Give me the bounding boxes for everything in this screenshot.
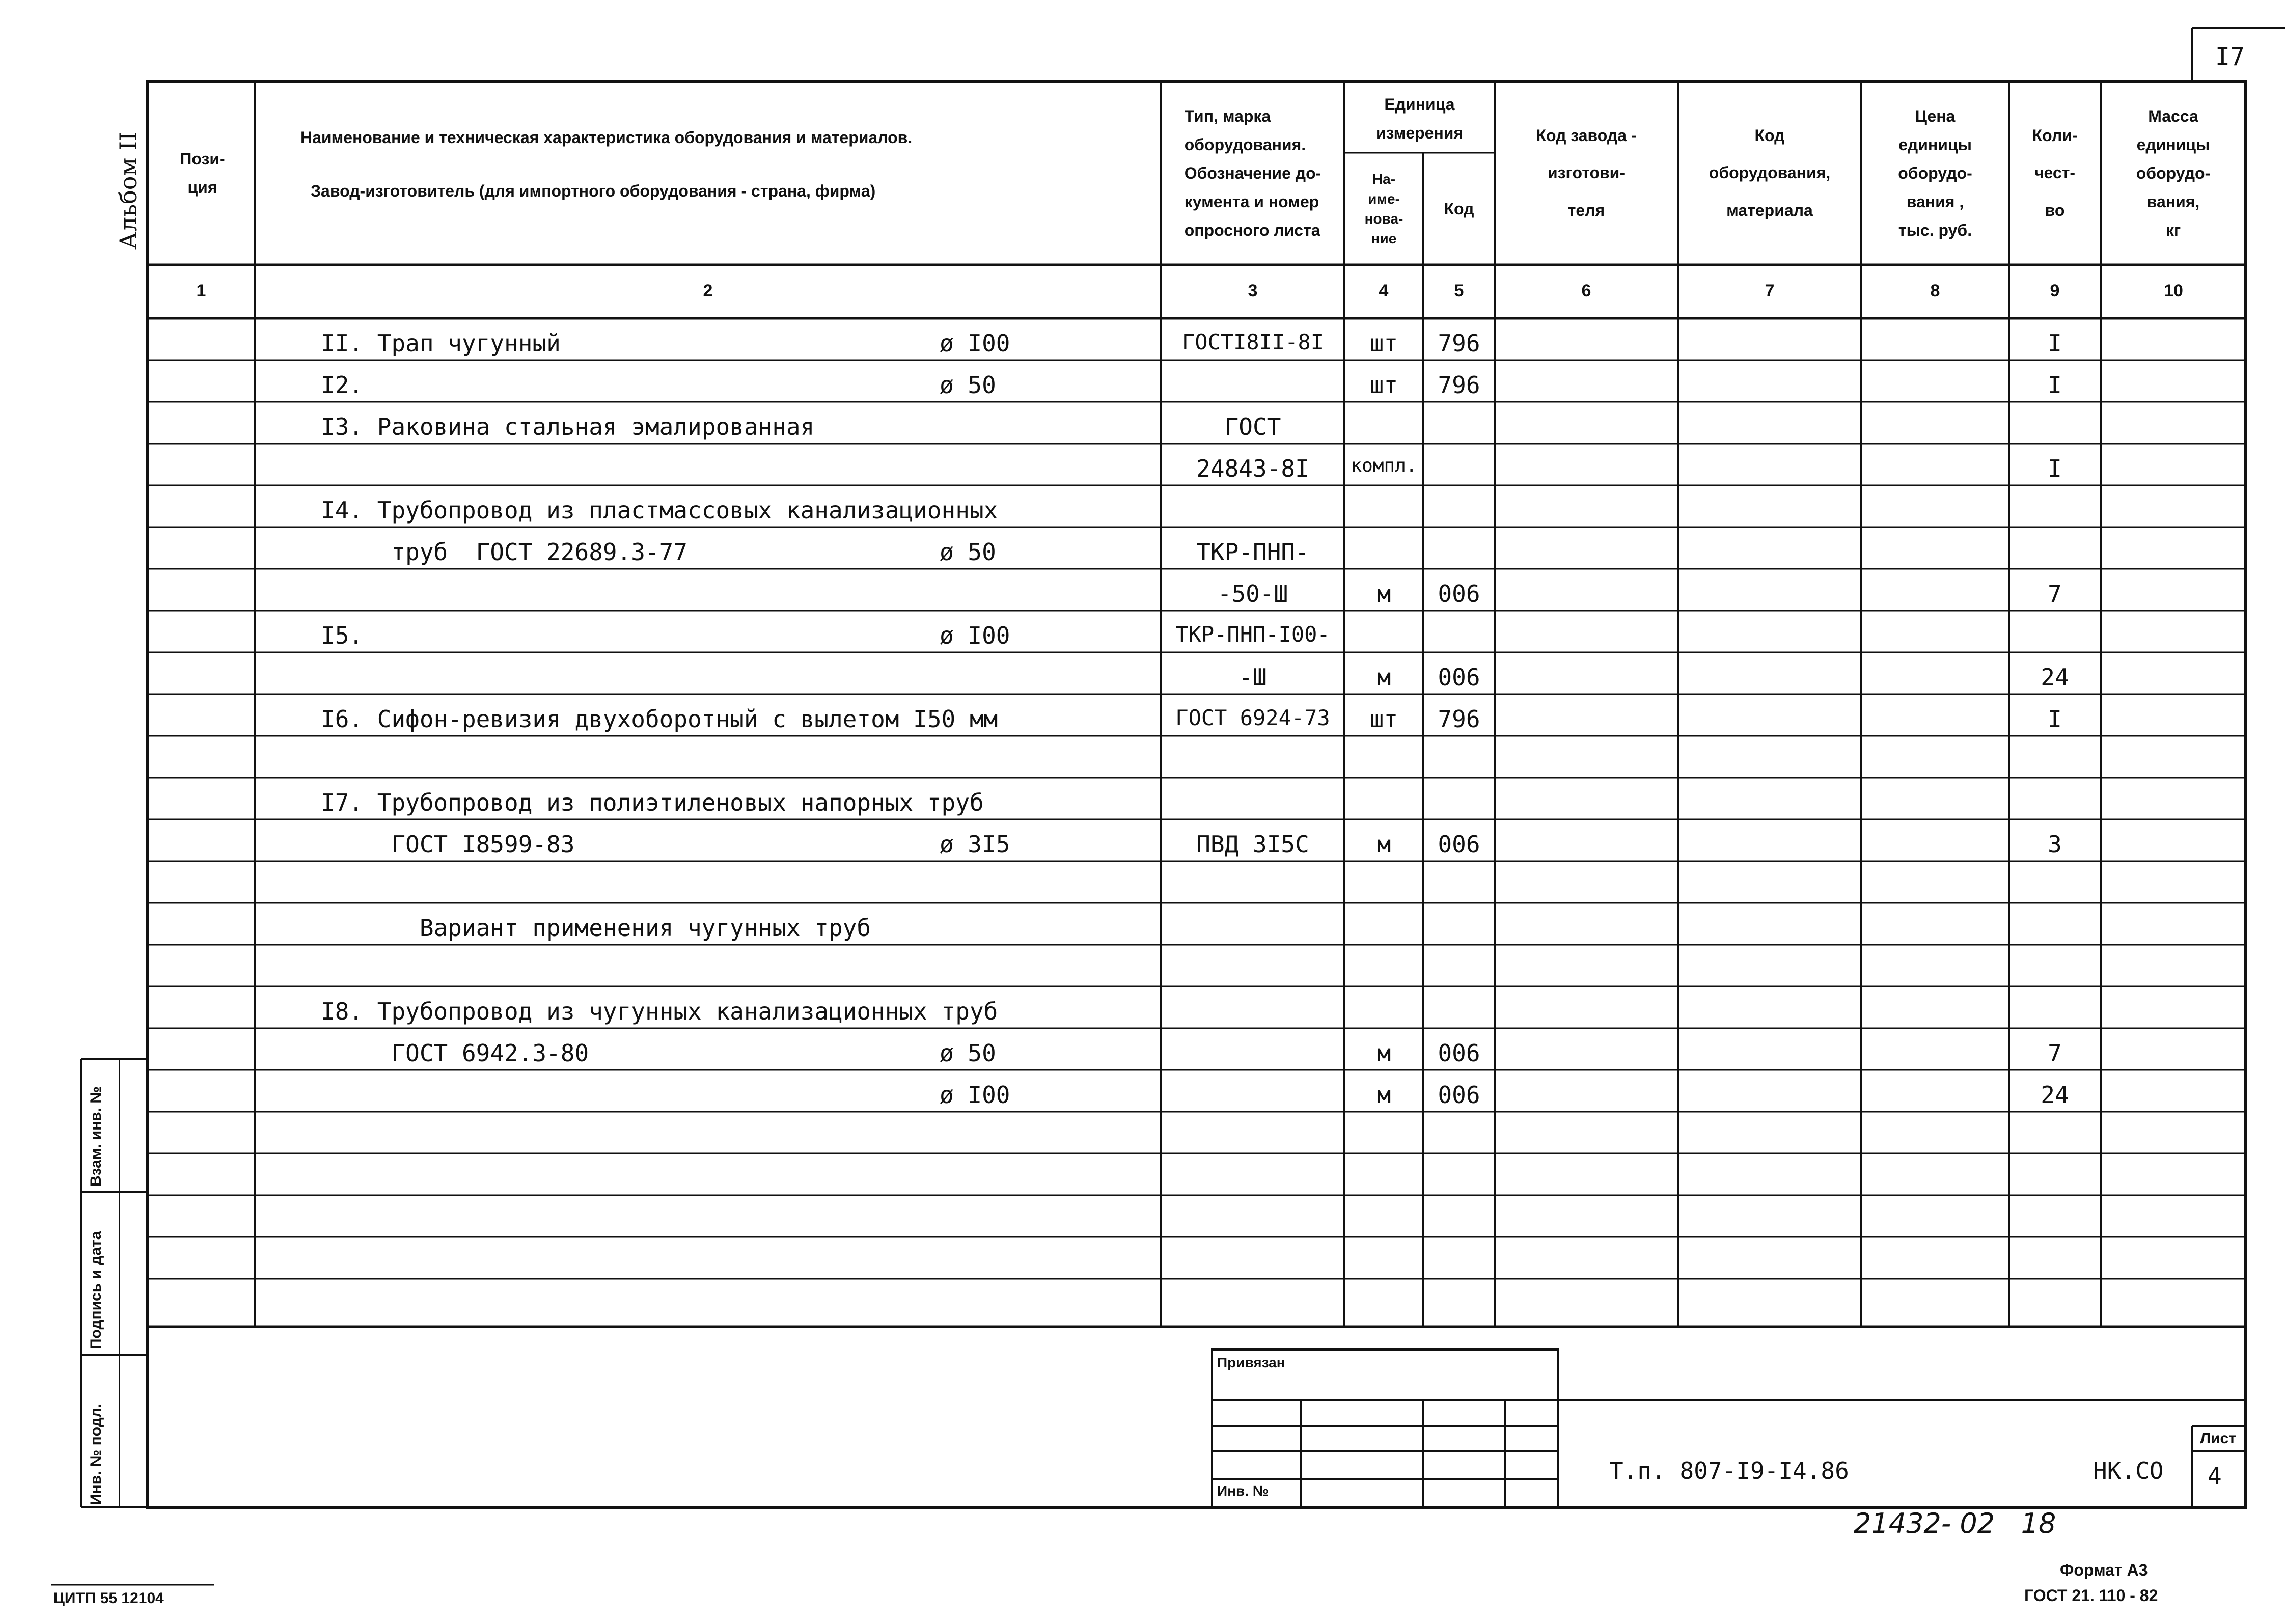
item-name: I2. bbox=[321, 371, 364, 399]
item-diameter: ø 50 bbox=[940, 371, 996, 399]
handwritten-note: 21432- 02 18 bbox=[1854, 1507, 2056, 1539]
item-unit-code: 796 bbox=[1438, 329, 1480, 357]
table-row bbox=[0, 569, 2285, 611]
format-label: Формат А3 bbox=[2060, 1561, 2148, 1579]
column-number-2: 2 bbox=[703, 281, 713, 300]
item-quantity: I bbox=[2048, 371, 2062, 399]
column-number-6: 6 bbox=[1581, 281, 1591, 300]
item-name: труб ГОСТ 22689.3-77 bbox=[321, 538, 688, 566]
item-document: ГОСТI8II-8I bbox=[1181, 329, 1324, 354]
item-name: I7. Трубопровод из полиэтиленовых напорных труб bbox=[321, 789, 984, 816]
item-unit-code: 006 bbox=[1438, 1039, 1480, 1067]
item-quantity: 7 bbox=[2048, 580, 2062, 608]
item-diameter: ø I00 bbox=[940, 329, 1010, 357]
stamp-podpis-data: Подпись и дата bbox=[88, 1231, 104, 1350]
title-mark: НК.СО bbox=[2093, 1457, 2164, 1484]
item-quantity: I bbox=[2048, 705, 2062, 733]
item-name: I4. Трубопровод из пластмассовых канализационных bbox=[321, 497, 998, 524]
header-position: Пози- ция bbox=[180, 150, 225, 197]
table-row bbox=[0, 1070, 2285, 1112]
table-row bbox=[0, 1279, 2285, 1320]
item-diameter: ø 3I5 bbox=[940, 831, 1010, 858]
item-unit: компл. bbox=[1351, 455, 1417, 476]
album-label: Альбом II bbox=[115, 131, 142, 250]
item-unit: м bbox=[1376, 580, 1391, 608]
item-unit: м bbox=[1376, 1081, 1391, 1109]
title-inv-no: Инв. № bbox=[1217, 1483, 1269, 1499]
item-quantity: 24 bbox=[2041, 1081, 2069, 1109]
item-quantity: 7 bbox=[2048, 1039, 2062, 1067]
gost-label: ГОСТ 21. 110 - 82 bbox=[2024, 1586, 2158, 1605]
item-quantity: I bbox=[2048, 329, 2062, 357]
item-document: -50-Ш bbox=[1217, 580, 1288, 608]
table-row bbox=[0, 611, 2285, 652]
item-name: ГОСТ I8599-83 bbox=[321, 831, 575, 858]
item-unit: м bbox=[1376, 664, 1391, 691]
table-row bbox=[0, 1153, 2285, 1195]
item-diameter: ø 50 bbox=[940, 1039, 996, 1067]
table-row bbox=[0, 360, 2285, 402]
item-name: I3. Раковина стальная эмалированная bbox=[321, 413, 815, 441]
item-unit: шт bbox=[1369, 371, 1398, 399]
title-sheet-label: Лист bbox=[2200, 1430, 2236, 1447]
column-number-7: 7 bbox=[1765, 281, 1775, 300]
column-number-4: 4 bbox=[1379, 281, 1389, 300]
item-document: ПВД 3I5С bbox=[1196, 831, 1309, 858]
item-name: ГОСТ 6942.3-80 bbox=[321, 1039, 589, 1067]
item-quantity: 3 bbox=[2048, 831, 2062, 858]
item-document: ТКР-ПНП- bbox=[1196, 538, 1309, 566]
table-row bbox=[0, 1112, 2285, 1153]
header-type-mark: Тип, марка оборудования. Обозначение до- кумента и номер опросного листа bbox=[1184, 107, 1322, 239]
item-quantity: 24 bbox=[2041, 664, 2069, 691]
column-number-5: 5 bbox=[1454, 281, 1464, 300]
stamp-inv-podl: Инв. № подл. bbox=[88, 1403, 104, 1505]
table-row bbox=[0, 778, 2285, 819]
item-diameter: ø I00 bbox=[940, 622, 1010, 649]
table-row bbox=[0, 1028, 2285, 1070]
column-number-9: 9 bbox=[2050, 281, 2060, 300]
header-quantity: Коли- чест- во bbox=[2032, 126, 2078, 219]
header-name-a: Наименование и техническая характеристика оборудования и материалов. bbox=[300, 128, 913, 147]
table-row bbox=[0, 819, 2285, 861]
item-document: ГОСТ bbox=[1224, 413, 1281, 441]
item-unit: м bbox=[1376, 831, 1391, 858]
table-row bbox=[0, 945, 2285, 986]
item-document: -Ш bbox=[1238, 664, 1267, 691]
item-name: II. Трап чугунный bbox=[321, 329, 561, 357]
table-row bbox=[0, 485, 2285, 527]
sheet-corner-number: I7 bbox=[2215, 43, 2245, 71]
column-number-10: 10 bbox=[2164, 281, 2183, 300]
item-name: I5. bbox=[321, 622, 364, 649]
item-name: I8. Трубопровод из чугунных канализационных труб bbox=[321, 998, 998, 1025]
item-unit-code: 006 bbox=[1438, 580, 1480, 608]
item-diameter: ø 50 bbox=[940, 538, 996, 566]
header-factory-code: Код завода - изготови- теля bbox=[1536, 126, 1637, 219]
item-document: ТКР-ПНП-I00- bbox=[1175, 622, 1330, 647]
item-name: I6. Сифон-ревизия двухоборотный с вылетом I50 мм bbox=[321, 705, 998, 733]
table-row bbox=[0, 861, 2285, 903]
column-number-8: 8 bbox=[1930, 281, 1940, 300]
table-row bbox=[0, 694, 2285, 736]
header-unit-name: На- име- нова- ние bbox=[1364, 171, 1403, 247]
title-doc-code: Т.п. 807-I9-I4.86 bbox=[1609, 1457, 1849, 1484]
table-row bbox=[0, 1237, 2285, 1279]
printer-label: ЦИТП 55 12104 bbox=[53, 1590, 164, 1607]
item-unit: шт bbox=[1369, 705, 1398, 733]
item-unit: м bbox=[1376, 1039, 1391, 1067]
item-diameter: ø I00 bbox=[940, 1081, 1010, 1109]
table-row bbox=[0, 527, 2285, 569]
table-row bbox=[0, 652, 2285, 694]
item-document: 24843-8I bbox=[1196, 455, 1309, 482]
stamp-vzam-inv: Взам. инв. № bbox=[88, 1086, 104, 1187]
header-name-b: Завод-изготовитель (для импортного оборудования - страна, фирма) bbox=[311, 182, 876, 200]
table-row bbox=[0, 903, 2285, 945]
table-row bbox=[0, 318, 2285, 360]
item-unit-code: 006 bbox=[1438, 1081, 1480, 1109]
table-row bbox=[0, 444, 2285, 485]
table-row bbox=[0, 736, 2285, 778]
item-unit: шт bbox=[1369, 329, 1398, 357]
header-mass: Масса единицы оборудо- вания, кг bbox=[2136, 107, 2211, 239]
header-unit: Единица измерения bbox=[1375, 95, 1464, 142]
column-number-1: 1 bbox=[196, 281, 206, 300]
item-unit-code: 796 bbox=[1438, 371, 1480, 399]
header-unit-price: Цена единицы оборудо- вания , тыс. руб. bbox=[1898, 107, 1972, 239]
table-row bbox=[0, 1195, 2285, 1237]
item-unit-code: 006 bbox=[1438, 664, 1480, 691]
title-sheet-number: 4 bbox=[2208, 1462, 2222, 1490]
table-row bbox=[0, 402, 2285, 444]
item-quantity: I bbox=[2048, 455, 2062, 482]
item-unit-code: 796 bbox=[1438, 705, 1480, 733]
header-equipment-code: Код оборудования, материала bbox=[1709, 126, 1831, 219]
table-row bbox=[0, 986, 2285, 1028]
item-name: Вариант применения чугунных труб bbox=[321, 914, 871, 942]
title-privyazan: Привязан bbox=[1217, 1355, 1285, 1370]
item-unit-code: 006 bbox=[1438, 831, 1480, 858]
column-number-3: 3 bbox=[1248, 281, 1258, 300]
item-document: ГОСТ 6924-73 bbox=[1175, 705, 1330, 730]
header-unit-code: Код bbox=[1444, 200, 1474, 218]
